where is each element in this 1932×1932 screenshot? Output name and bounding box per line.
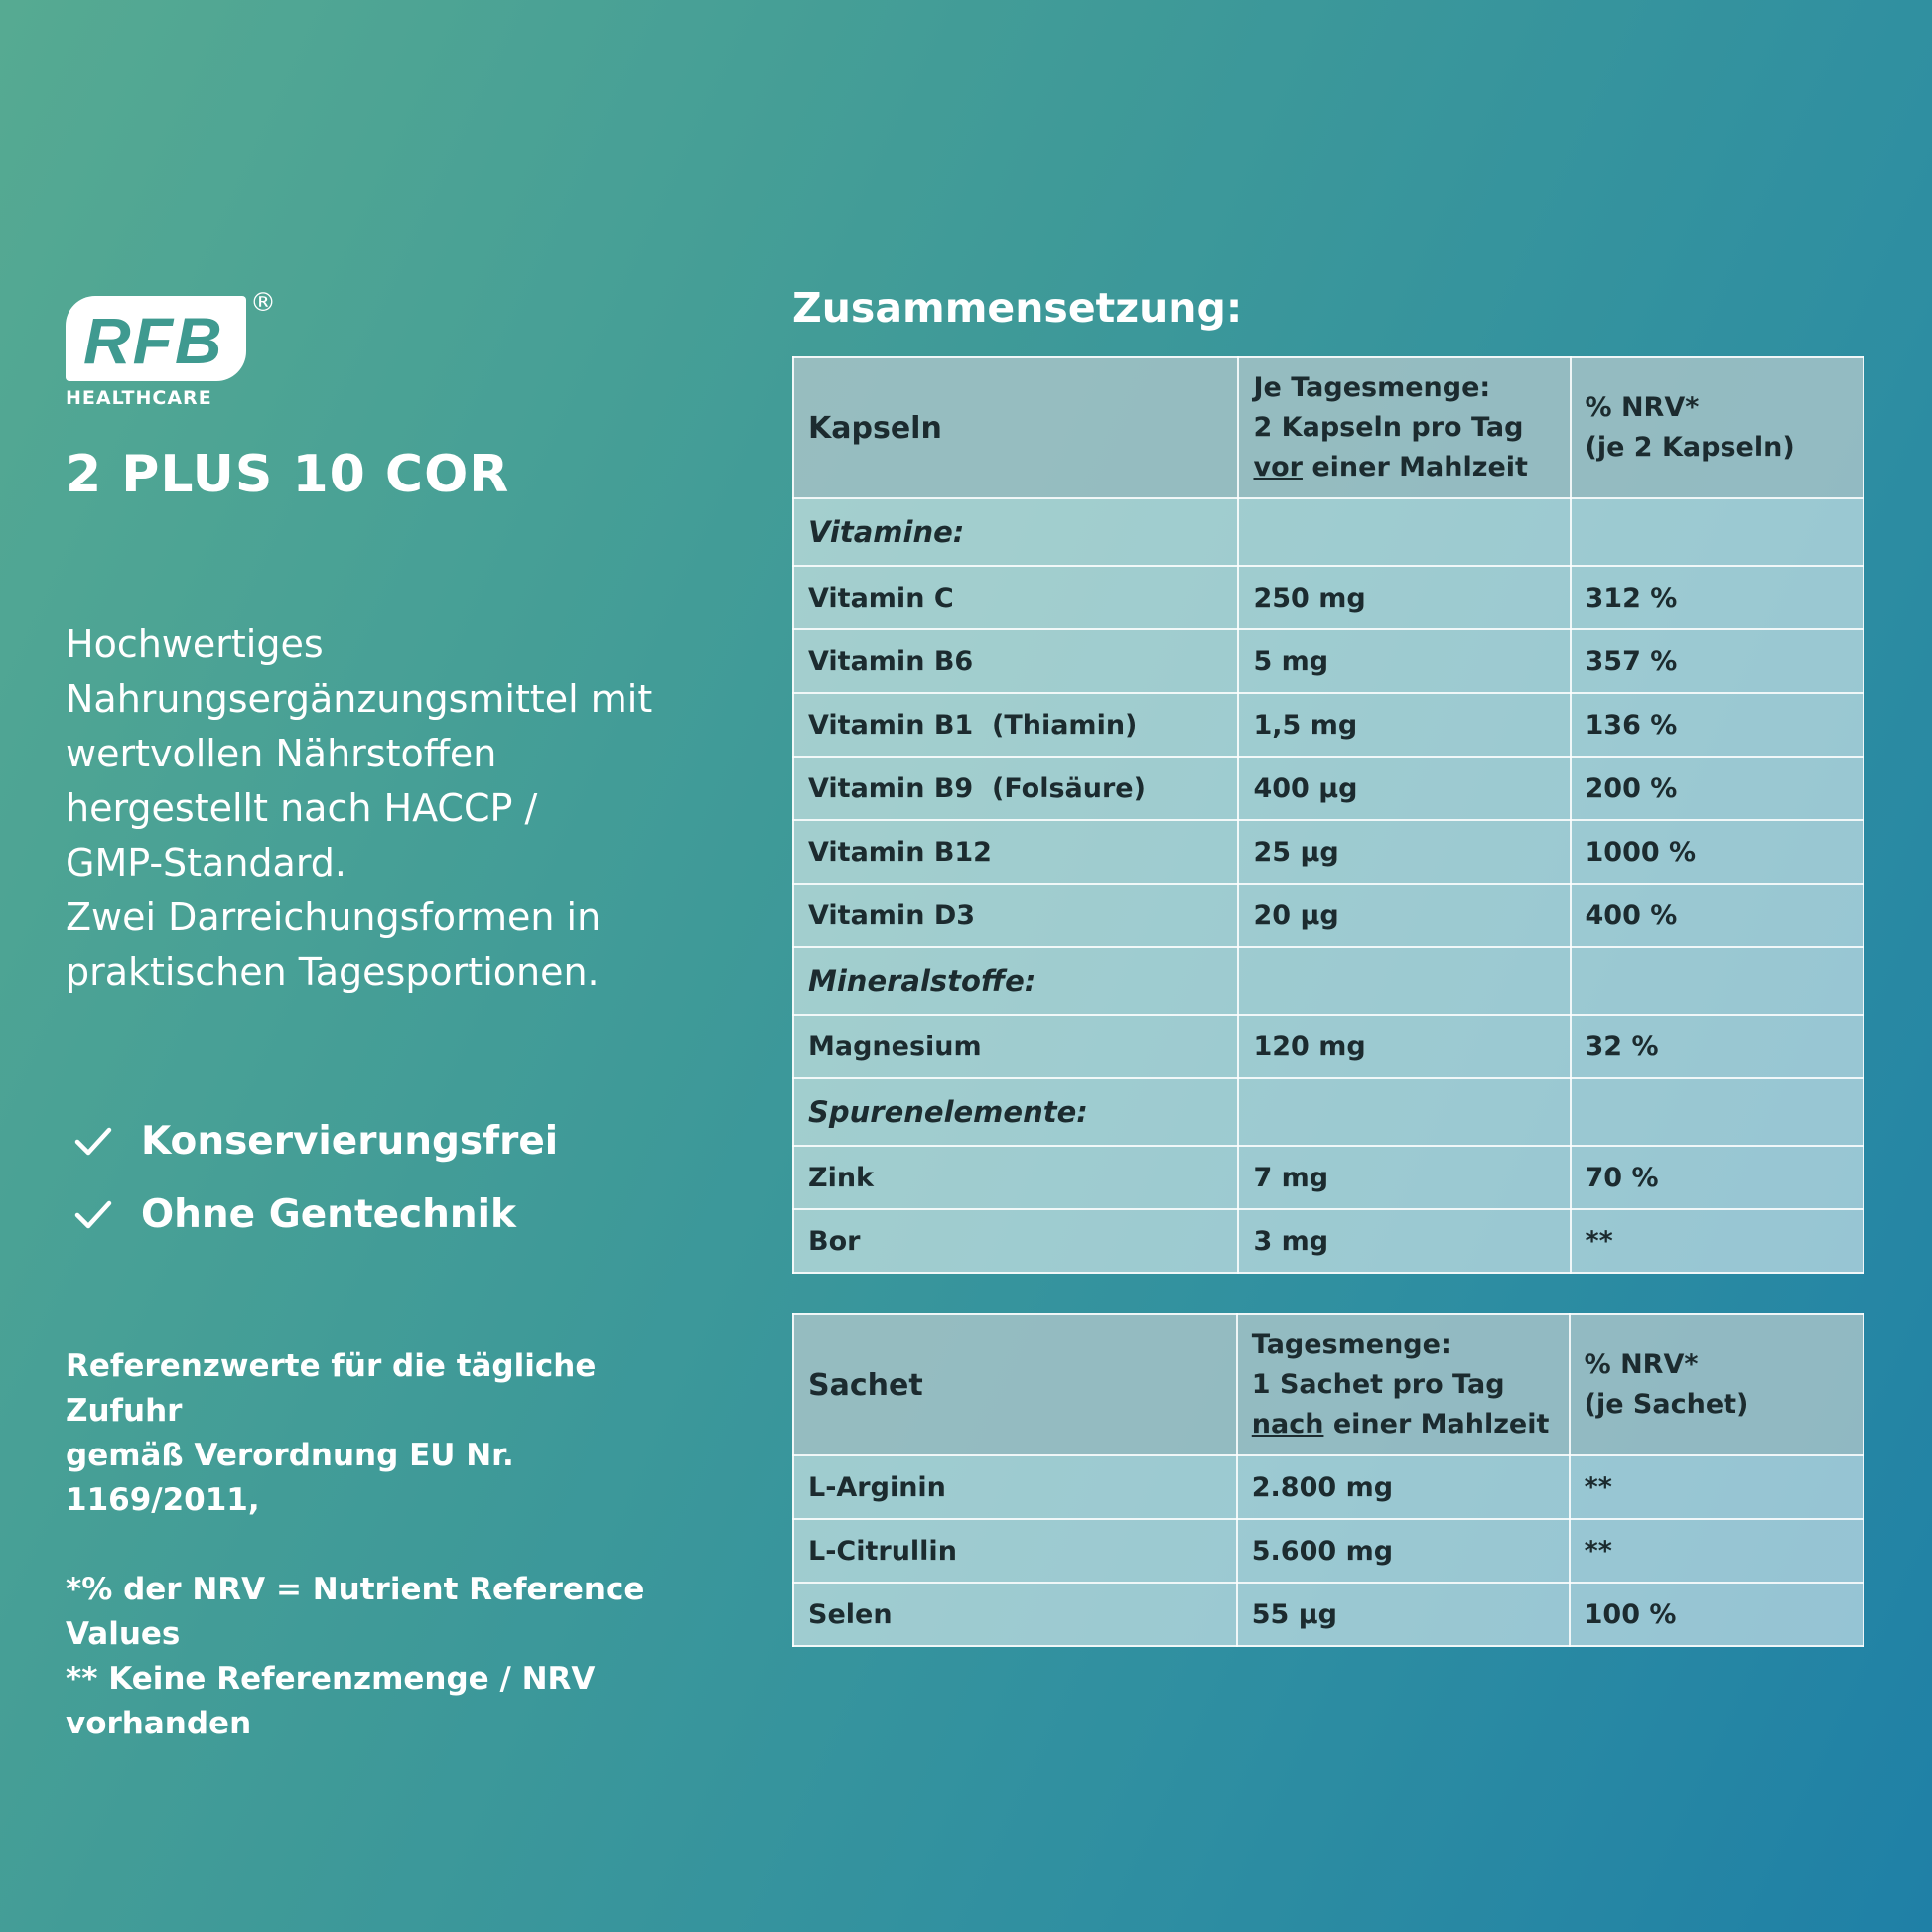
table-row [793,693,1863,757]
feature-item [71,1177,558,1251]
nutrient-name: L-Citrullin [793,1519,1237,1583]
nutrient-nrv: 136 % [1571,693,1864,757]
header-label: Sachet [793,1314,1237,1455]
nutrient-amount: 5 mg [1238,629,1570,693]
footnote-reference-line: gemäß Verordnung EU Nr. 1169/2011, [66,1438,514,1518]
header-nrv-line: % NRV* [1585,392,1700,423]
header-nrv-line: (je Sachet) [1584,1389,1749,1420]
category-label: Spurenelemente: [793,1078,1238,1146]
table-header-row [793,1314,1863,1455]
nutrient-name: Zink [793,1146,1238,1209]
header-amount-rest: einer Mahlzeit [1323,1409,1550,1440]
product-description [66,618,701,1000]
header-amount-line [1253,448,1555,487]
header-nrv [1571,357,1864,498]
nutrient-amount: 3 mg [1238,1209,1570,1273]
nutrient-amount: 7 mg [1238,1146,1570,1209]
header-amount-line: 1 Sachet pro Tag [1251,1369,1505,1400]
nutrient-amount: 120 mg [1238,1015,1570,1078]
capsules-table [792,356,1864,1274]
nutrient-amount: 25 µg [1238,820,1570,884]
nutrient-amount: 2.800 mg [1237,1455,1570,1519]
table-row [793,1519,1863,1583]
nutrient-nrv: 100 % [1570,1583,1863,1646]
sachet-table [792,1313,1864,1647]
description-line: praktischen Tagesportionen. [66,950,600,994]
nutrient-nrv: 400 % [1571,884,1864,947]
header-label: Kapseln [793,357,1238,498]
nutrient-nrv: ** [1571,1209,1864,1273]
description-line: Hochwertiges [66,622,324,666]
table-row [793,757,1863,820]
product-title: 2 PLUS 10 COR [66,445,510,504]
description-line: Nahrungsergänzungsmittel mit [66,677,653,721]
nutrient-nrv: ** [1570,1455,1863,1519]
table-row [793,1146,1863,1209]
composition-title: Zusammensetzung: [792,284,1243,332]
nutrient-name: Vitamin D3 [793,884,1238,947]
nutrient-name: Selen [793,1583,1237,1646]
header-underlined-word: nach [1251,1409,1324,1440]
footnote-no-ref-line: ** Keine Referenzmenge / NRV [66,1661,596,1697]
footnote-nrv-line: *% der NRV = Nutrient Reference [66,1572,645,1607]
footnote-nrv-line: Values [66,1616,181,1652]
feature-label: Konservierungsfrei [141,1118,559,1164]
nutrient-amount: 1,5 mg [1238,693,1570,757]
nutrient-name: Vitamin B1 (Thiamin) [793,693,1238,757]
description-line: Zwei Darreichungsformen in [66,896,602,939]
logo-text: RFB [83,304,224,377]
description-line: hergestellt nach HACCP / [66,786,538,830]
feature-item [71,1104,558,1177]
table-row [793,629,1863,693]
feature-list [71,1104,558,1251]
header-amount-rest: einer Mahlzeit [1302,452,1528,483]
nutrient-name: L-Arginin [793,1455,1237,1519]
category-row-vitamins [793,498,1863,566]
nutrient-amount: 55 µg [1237,1583,1570,1646]
category-label: Vitamine: [793,498,1238,566]
description-line: wertvollen Nährstoffen [66,732,497,775]
header-amount-line [1252,1405,1555,1445]
nutrient-amount: 400 µg [1238,757,1570,820]
nutrient-nrv: 357 % [1571,629,1864,693]
category-row-minerals [793,947,1863,1015]
nutrient-nrv: 200 % [1571,757,1864,820]
table-row [793,1015,1863,1078]
footnote-no-ref-line: vorhanden [66,1706,252,1741]
nutrient-name: Vitamin B9 (Folsäure) [793,757,1238,820]
nutrient-name: Vitamin B6 [793,629,1238,693]
nutrient-nrv: 32 % [1571,1015,1864,1078]
header-amount-line: 2 Kapseln pro Tag [1253,412,1524,443]
footnote-reference-line: Referenzwerte für die tägliche Zufuhr [66,1348,597,1429]
table-header-row [793,357,1863,498]
registered-mark: ® [250,288,276,318]
category-row-trace-elements [793,1078,1863,1146]
header-underlined-word: vor [1253,452,1303,483]
nutrient-nrv: 70 % [1571,1146,1864,1209]
description-line: GMP-Standard. [66,841,346,885]
nutrient-name: Vitamin C [793,566,1238,629]
table-row [793,566,1863,629]
logo-subtitle: HEALTHCARE [66,387,212,409]
nutrient-name: Vitamin B12 [793,820,1238,884]
brand-logo [66,288,284,413]
nutrient-amount: 20 µg [1238,884,1570,947]
table-row [793,820,1863,884]
header-amount-line: Je Tagesmenge: [1253,372,1491,403]
nutrient-name: Bor [793,1209,1238,1273]
table-row [793,884,1863,947]
header-amount-line: Tagesmenge: [1251,1329,1451,1360]
table-row [793,1583,1863,1646]
feature-label: Ohne Gentechnik [141,1191,516,1237]
nutrient-amount: 250 mg [1238,566,1570,629]
checkmark-icon [71,1119,115,1163]
table-row [793,1209,1863,1273]
header-amount [1237,1314,1570,1455]
nutrient-nrv: 312 % [1571,566,1864,629]
footnotes [66,1344,701,1746]
category-label: Mineralstoffe: [793,947,1238,1015]
header-amount [1238,357,1570,498]
header-nrv-line: % NRV* [1584,1349,1699,1380]
nutrient-amount: 5.600 mg [1237,1519,1570,1583]
nutrient-nrv: ** [1570,1519,1863,1583]
nutrient-name: Magnesium [793,1015,1238,1078]
checkmark-icon [71,1192,115,1236]
logo-badge [66,296,246,381]
table-row [793,1455,1863,1519]
header-nrv-line: (je 2 Kapseln) [1585,432,1795,463]
nutrient-nrv: 1000 % [1571,820,1864,884]
header-nrv [1570,1314,1863,1455]
